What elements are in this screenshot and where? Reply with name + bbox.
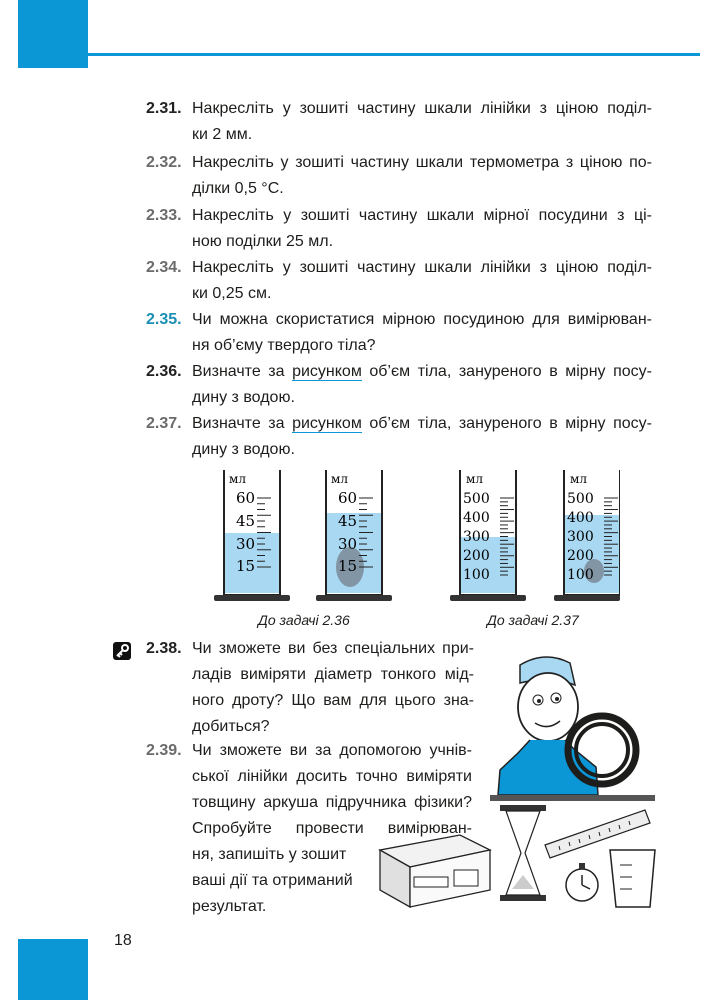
task-number: 2.37. [146, 415, 182, 432]
cylinder-236-a [214, 470, 290, 601]
task-text-line: ладів виміряти діаметр тонкого мід- [192, 666, 474, 683]
tick-label: 300 [463, 529, 490, 545]
task-text-line: Чи зможете ви без спеціальних при- [192, 640, 474, 657]
task-text-line: ської лінійки досить точно виміряти [192, 768, 472, 785]
task-number: 2.31. [146, 100, 182, 117]
task-text: Визначте за [192, 363, 293, 380]
caption-2-36: До задачі 2.36 [258, 612, 350, 628]
boy-figure [490, 657, 655, 801]
boy-with-instruments-illustration [370, 645, 670, 915]
tick-label: 30 [236, 535, 256, 553]
task-text-line [192, 359, 652, 385]
beaker [610, 850, 655, 907]
task-text-line: ки 2 мм. [192, 126, 253, 143]
task-number: 2.33. [146, 207, 182, 224]
cylinder-base [316, 595, 392, 601]
water [460, 537, 516, 593]
unit-label: мл [331, 472, 348, 486]
cylinder-base [214, 595, 290, 601]
page-number: 18 [114, 932, 132, 949]
cylinder-base [554, 595, 620, 601]
task-2-37 [146, 411, 656, 463]
task-text-line: ня об’єму твердого тіла? [192, 337, 376, 354]
tick-label: 100 [567, 567, 594, 583]
tick-label: 200 [567, 548, 594, 564]
tick-label: 60 [338, 489, 358, 507]
task-text-line: Накресліть у зошиті частину шкали термометра з ціною по- [192, 154, 652, 171]
kitchen-scale [380, 835, 490, 907]
task-text-line: Спробуйте провести вимірюван- [192, 820, 472, 837]
tick-label: 30 [338, 535, 358, 553]
tick-label: 300 [567, 529, 594, 545]
tick-label: 200 [463, 548, 490, 564]
task-text-line: ною поділки 25 мл. [192, 233, 334, 250]
task-text: об’єм тіла, зануреного в мірну посу- [361, 415, 652, 432]
task-number: 2.39. [146, 742, 182, 759]
task-text-line: Накресліть у зошиті частину шкали мірної посудини з ці- [192, 207, 652, 224]
tick-label: 400 [567, 510, 594, 526]
task-text-line [192, 411, 652, 437]
figure-link[interactable]: рисунком [292, 363, 362, 380]
top-rule [18, 53, 700, 56]
bottom-rule [18, 936, 88, 939]
task-number: 2.32. [146, 154, 182, 171]
task-2-31 [146, 96, 656, 148]
task-text-line: ваші дії та отриманий [192, 872, 353, 889]
task-number: 2.36. [146, 363, 182, 380]
task-text-line: Накресліть у зошиті частину шкали лінійки з ціною поділ- [192, 100, 652, 117]
task-2-34 [146, 255, 656, 307]
tick-label: 60 [236, 489, 256, 507]
task-text-line: товщину аркуша підручника фізики? [192, 794, 472, 811]
task-text-line: ділки 0,5 °С. [192, 180, 284, 197]
bottom-corner-block [18, 936, 88, 1000]
task-text: Визначте за [192, 415, 293, 432]
tick-label: 500 [567, 491, 594, 507]
task-text-line: ки 0,25 см. [192, 285, 272, 302]
task-text: об’єм тіла, зануреного в мірну посу- [361, 363, 652, 380]
task-text-line: дину з водою. [192, 441, 295, 458]
cylinder-base [450, 595, 526, 601]
top-corner-block [18, 0, 88, 68]
measuring-cylinders-figure [200, 465, 620, 635]
figure-link[interactable]: рисунком [292, 415, 362, 432]
tick-label: 45 [338, 512, 358, 530]
task-text-line: дину з водою. [192, 389, 295, 406]
task-2-36 [146, 359, 656, 411]
task-2-35 [146, 307, 656, 359]
tick-label: 100 [463, 567, 490, 583]
cylinder-237-b [554, 470, 620, 601]
stopwatch [566, 863, 598, 901]
key-icon [113, 642, 131, 660]
unit-label: мл [466, 472, 483, 486]
task-text-line: добиться? [192, 718, 270, 735]
task-text-line: Накресліть у зошиті частину шкали лінійки з ціною поділ- [192, 259, 652, 276]
hourglass [500, 805, 546, 901]
task-number: 2.35. [146, 311, 182, 328]
tick-label: 15 [338, 557, 358, 575]
cylinder-237-a [450, 470, 526, 601]
unit-label: мл [229, 472, 246, 486]
tick-label: 45 [236, 512, 256, 530]
caption-2-37: До задачі 2.37 [487, 612, 579, 628]
tick-label: 500 [463, 491, 490, 507]
task-number: 2.34. [146, 259, 182, 276]
cylinder-236-b [316, 470, 392, 601]
unit-label: мл [570, 472, 587, 486]
tick-label: 15 [236, 557, 256, 575]
tick-label: 400 [463, 510, 490, 526]
task-number: 2.38. [146, 640, 182, 657]
task-text-line: результат. [192, 898, 267, 915]
task-2-33 [146, 203, 656, 255]
task-2-32 [146, 150, 656, 202]
task-text-line: Чи можна скористатися мірною посудиною для вимірюван- [192, 311, 652, 328]
task-text-line: ного дроту? Що вам для цього зна- [192, 692, 474, 709]
task-text-line: Чи зможете ви за допомогою учнів- [192, 742, 472, 759]
task-text-line: ня, запишіть у зошит [192, 846, 347, 863]
